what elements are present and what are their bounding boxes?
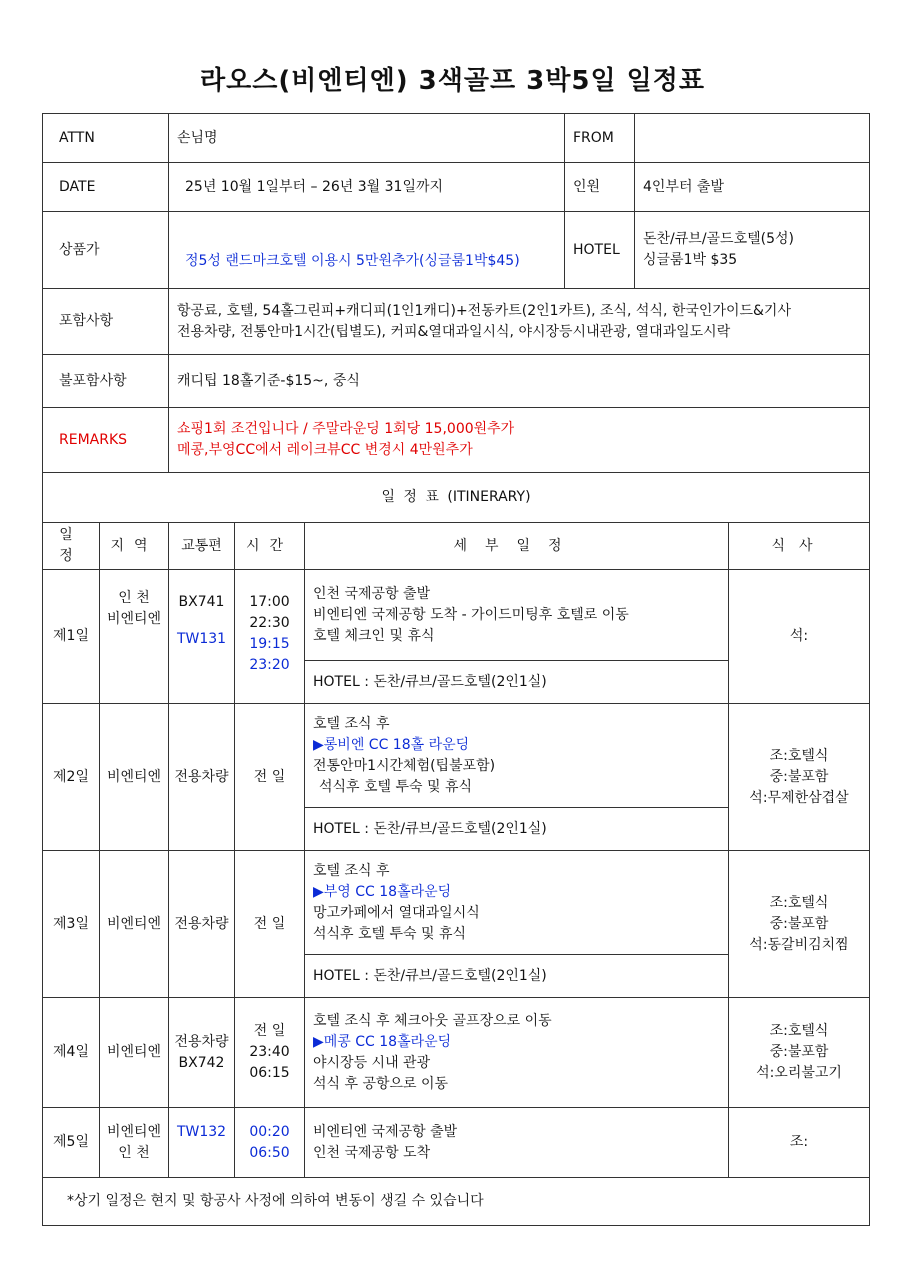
day1-region-2: 비엔티엔: [106, 611, 162, 627]
day1-time: [235, 570, 305, 704]
day4-meal-1: 조:호텔식: [769, 1023, 829, 1039]
day2-transport: 전용차량: [169, 704, 235, 851]
day4-meal-3: 석:오리불고기: [756, 1065, 842, 1081]
header-region: 지역: [100, 523, 169, 570]
day1-detail-3: 호텔 체크인 및 휴식: [313, 627, 435, 644]
page-title: 라오스(비엔티엔) 3색골프 3박5일 일정표: [200, 66, 705, 96]
day1-time-2: 22:30: [249, 615, 290, 631]
from-value: [635, 114, 870, 163]
remarks-line-1: 쇼핑1회 조건입니다 / 주말라운딩 1회당 15,000원추가: [177, 421, 515, 437]
table-row: [43, 851, 870, 955]
day3-transport: 전용차량: [169, 851, 235, 998]
day1-detail: [305, 570, 729, 661]
attn-label: ATTN: [43, 114, 169, 163]
day5-transport: TW132: [169, 1108, 235, 1178]
hotel-line-2: 싱글룸1박 $35: [643, 252, 738, 268]
day2-meal: [729, 704, 870, 851]
included-label: 포함사항: [43, 289, 169, 355]
day1-transport: [169, 570, 235, 704]
day4-detail-2: ▶메콩 CC 18홀라운딩: [313, 1033, 452, 1050]
from-label: FROM: [565, 114, 635, 163]
day3-detail-1: 호텔 조식 후: [313, 862, 390, 879]
day4-meal-2: 중:불포함: [769, 1044, 829, 1060]
day2-region: 비엔티엔: [100, 704, 169, 851]
day1-hotel: HOTEL : 돈찬/큐브/골드호텔(2인1실): [305, 661, 729, 704]
day4-time-2: 23:40: [249, 1044, 290, 1060]
included-line-1: 항공료, 호텔, 54홀그린피+캐디피(1인1캐디)+전동카트(2인1카트), 조식, 석식, 한국인가이드&기사: [177, 302, 791, 319]
day4-meal: [729, 998, 870, 1108]
day2-meal-2: 중:불포함: [769, 768, 829, 785]
day1-region-1: 인 천: [118, 590, 150, 606]
remarks-line-2: 메콩,부영CC에서 레이크뷰CC 변경시 4만원추가: [177, 442, 473, 458]
day3-detail-3: 망고카페에서 열대과일시식: [313, 904, 480, 921]
day5-time-1: 00:20: [249, 1123, 290, 1140]
day5-region-2: 인 천: [118, 1144, 150, 1161]
day2-time: 전 일: [235, 704, 305, 851]
hotel-value: [635, 212, 870, 289]
day5-meal: 조:: [729, 1108, 870, 1178]
header-day: 일정: [43, 523, 100, 570]
day1-time-1: 17:00: [249, 594, 290, 610]
day1-time-3: 19:15: [249, 636, 290, 652]
day2-detail-2: ▶롱비엔 CC 18홀 라운딩: [313, 736, 470, 753]
header-transport: 교통편: [169, 523, 235, 570]
day1-day: 제1일: [43, 570, 100, 704]
day5-region: [100, 1108, 169, 1178]
day1-region: [100, 570, 169, 704]
day2-meal-3: 석:무제한삼겹살: [749, 789, 849, 806]
day4-transport-1: 전용차량: [174, 1033, 229, 1050]
hotel-line-1: 돈찬/큐브/골드호텔(5성): [643, 231, 794, 247]
day5-day: 제5일: [43, 1108, 100, 1178]
day3-detail-2: ▶부영 CC 18홀라운딩: [313, 883, 452, 900]
day3-meal-3: 석:동갈비김치찜: [749, 936, 849, 953]
table-row: [43, 704, 870, 808]
day3-meal-2: 중:불포함: [769, 915, 829, 932]
day3-day: 제3일: [43, 851, 100, 998]
day4-detail: [305, 998, 729, 1108]
day3-hotel: HOTEL : 돈찬/큐브/골드호텔(2인1실): [305, 955, 729, 998]
day2-detail-1: 호텔 조식 후: [313, 715, 390, 732]
day2-day: 제2일: [43, 704, 100, 851]
day2-detail-3: 전통안마1시간체험(팁불포함): [313, 757, 496, 774]
day4-transport: [169, 998, 235, 1108]
day1-detail-1: 인천 국제공항 출발: [313, 585, 431, 602]
price-note: 정5성 랜드마크호텔 이용시 5만원추가(싱글룸1박$45): [169, 212, 565, 289]
day2-detail-4: 석식후 호텔 투숙 및 휴식: [319, 778, 473, 795]
day2-hotel: HOTEL : 돈찬/큐브/골드호텔(2인1실): [305, 808, 729, 851]
included-line-2: 전용차량, 전통안마1시간(팁별도), 커피&열대과일시식, 야시장등시내관광, 열대과일도시락: [177, 323, 731, 340]
day3-region: 비엔티엔: [100, 851, 169, 998]
day3-meal: [729, 851, 870, 998]
people-label: 인원: [565, 163, 635, 212]
day3-time: 전 일: [235, 851, 305, 998]
day1-time-4: 23:20: [249, 657, 290, 673]
day1-transport-2: TW131: [176, 631, 227, 647]
itinerary-heading: 일 정 표 (ITINERARY): [43, 473, 870, 523]
day5-time: [235, 1108, 305, 1178]
day5-detail-2: 인천 국제공항 도착: [313, 1144, 431, 1161]
day1-detail-2: 비엔티엔 국제공항 도착 - 가이드미팅후 호텔로 이동: [313, 606, 629, 623]
day4-time-1: 전 일: [253, 1023, 286, 1039]
date-value: 25년 10월 1일부터 – 26년 3월 31일까지: [169, 163, 565, 212]
day4-detail-4: 석식 후 공항으로 이동: [313, 1075, 449, 1092]
day4-transport-2: BX742: [178, 1054, 225, 1071]
day2-detail: [305, 704, 729, 808]
excluded-value: 캐디팁 18홀기준-$15~, 중식: [169, 355, 870, 408]
day3-meal-1: 조:호텔식: [769, 894, 829, 911]
excluded-label: 불포함사항: [43, 355, 169, 408]
day4-detail-3: 야시장등 시내 관광: [313, 1054, 431, 1071]
day4-region: 비엔티엔: [100, 998, 169, 1108]
day1-meal: 석:: [729, 570, 870, 704]
header-time: 시간: [235, 523, 305, 570]
day4-time-3: 06:15: [249, 1065, 290, 1081]
day3-detail-4: 석식후 호텔 투숙 및 휴식: [313, 925, 467, 942]
header-meal: 식사: [729, 523, 870, 570]
table-row: [43, 1108, 870, 1178]
remarks-value: [169, 408, 870, 473]
day1-transport-1: BX741: [178, 594, 225, 610]
info-table: [42, 113, 870, 523]
day4-time: [235, 998, 305, 1108]
date-label: DATE: [43, 163, 169, 212]
day2-meal-1: 조:호텔식: [769, 747, 829, 764]
attn-value: 손님명: [169, 114, 565, 163]
table-row: [43, 570, 870, 661]
day4-day: 제4일: [43, 998, 100, 1108]
day5-detail-1: 비엔티엔 국제공항 출발: [313, 1123, 458, 1140]
day4-detail-1: 호텔 조식 후 체크아웃 골프장으로 이동: [313, 1012, 552, 1029]
day5-detail: [305, 1108, 729, 1178]
footnote: *상기 일정은 현지 및 항공사 사정에 의하여 변동이 생길 수 있습니다: [43, 1178, 870, 1226]
day5-region-1: 비엔티엔: [106, 1123, 162, 1140]
table-row: [43, 998, 870, 1108]
remarks-label: REMARKS: [43, 408, 169, 473]
day3-detail: [305, 851, 729, 955]
header-detail: 세부일정: [305, 523, 729, 570]
hotel-label: HOTEL: [565, 212, 635, 289]
people-value: 4인부터 출발: [635, 163, 870, 212]
included-value: [169, 289, 870, 355]
price-label: 상품가: [43, 212, 169, 289]
day5-time-2: 06:50: [249, 1144, 290, 1161]
itinerary-table: [42, 522, 870, 1226]
